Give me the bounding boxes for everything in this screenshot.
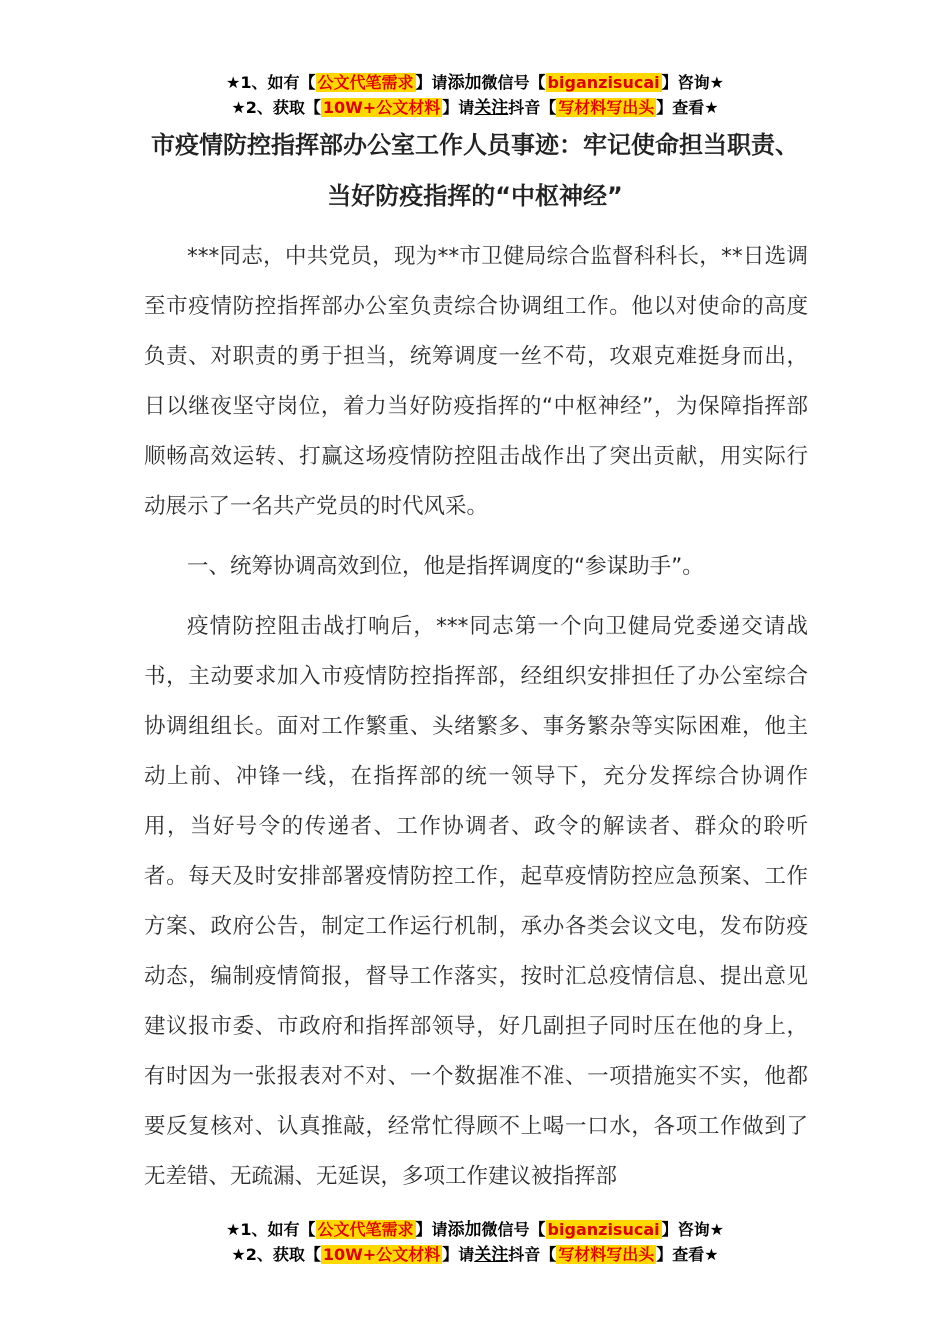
banner-text: ★2、获取【 <box>231 1245 321 1264</box>
banner-emphasis: 关注 <box>474 98 509 118</box>
banner-highlight: 10W+公文材料 <box>322 98 441 117</box>
banner-highlight: biganzisucai <box>547 73 660 92</box>
body-paragraph: 疫情防控阻击战打响后，***同志第一个向卫健局党委递交请战书，主动要求加入市疫情防控指挥部，经组织安排担任了办公室综合协调组组长。面对工作繁重、头绪繁多、事务繁杂等实际困难，他主动上前、冲锋一线，在指挥部的统一领导下，充分发挥综合协调作用，当好号令的传递者、工作协调者、政令的解读者、群众的聆听者。每天及时安排部署疫情防控工作，起草疫情防控应急预案、工作方案、政府公告，制定工作运行机制，承办各类会议文电，发布防疫动态，编制疫情简报，督导工作落实，按时汇总疫情信息、提出意见建议报市委、市政府和指挥部领导，好几副担子同时压在他的身上，有时因为一张报表对不对、一个数据准不准、一项措施实不实，他都要反复核对、认真推敲，经常忙得顾不上喝一口水，各项工作做到了无差错、无疏漏、无延误，多项工作建议被指挥部 <box>144 614 808 1189</box>
banner-text: 抖音【 <box>508 98 557 117</box>
banner-highlight: 写材料写出头 <box>558 98 655 117</box>
banner-line-1 <box>0 70 950 95</box>
banner-text: 】咨询★ <box>661 73 724 92</box>
document-title: 市疫情防控指挥部办公室工作人员事迹：牢记使命担当职责、当好防疫指挥的“中枢神经” <box>151 131 799 210</box>
banner-text: 】请 <box>442 98 475 117</box>
banner-emphasis: 添加 <box>447 1220 482 1240</box>
section-heading: 一、统筹协调高效到位，他是指挥调度的“参谋助手”。 <box>187 554 704 579</box>
banner-text: 】查看★ <box>656 1245 719 1264</box>
banner-highlight: 公文代笔需求 <box>317 1220 414 1239</box>
banner-text: 抖音【 <box>508 1245 557 1264</box>
banner-text: 微信号【 <box>481 1220 546 1239</box>
banner-text: ★1、如有【 <box>226 1220 316 1239</box>
banner-highlight: 写材料写出头 <box>558 1245 655 1264</box>
banner-text: 】请 <box>415 1220 448 1239</box>
banner-text: 】请 <box>442 1245 475 1264</box>
banner-line-1 <box>0 1217 950 1242</box>
banner-line-2 <box>0 95 950 120</box>
document-body <box>144 232 808 1202</box>
body-paragraph: ***同志，中共党员，现为**市卫健局综合监督科科长，**日选调至市疫情防控指挥部办公室负责综合协调组工作。他以对使命的高度负责、对职责的勇于担当，统筹调度一丝不苟，攻艰克难挺身而出，日以继夜坚守岗位，着力当好防疫指挥的“中枢神经”，为保障指挥部顺畅高效运转、打赢这场疫情防控阻击战作出了突出贡献，用实际行动展示了一名共产党员的时代风采。 <box>144 244 808 519</box>
header-banner <box>0 70 950 120</box>
banner-line-2 <box>0 1242 950 1267</box>
banner-text: 】请 <box>415 73 448 92</box>
banner-text: 微信号【 <box>481 73 546 92</box>
footer-banner <box>0 1217 950 1267</box>
banner-text: 】咨询★ <box>661 1220 724 1239</box>
banner-emphasis: 关注 <box>474 1245 509 1265</box>
banner-text: ★2、获取【 <box>231 98 321 117</box>
banner-highlight: 公文代笔需求 <box>317 73 414 92</box>
banner-emphasis: 添加 <box>447 73 482 93</box>
banner-highlight: 10W+公文材料 <box>322 1245 441 1264</box>
banner-text: 】查看★ <box>656 98 719 117</box>
banner-highlight: biganzisucai <box>547 1220 660 1239</box>
banner-text: ★1、如有【 <box>226 73 316 92</box>
